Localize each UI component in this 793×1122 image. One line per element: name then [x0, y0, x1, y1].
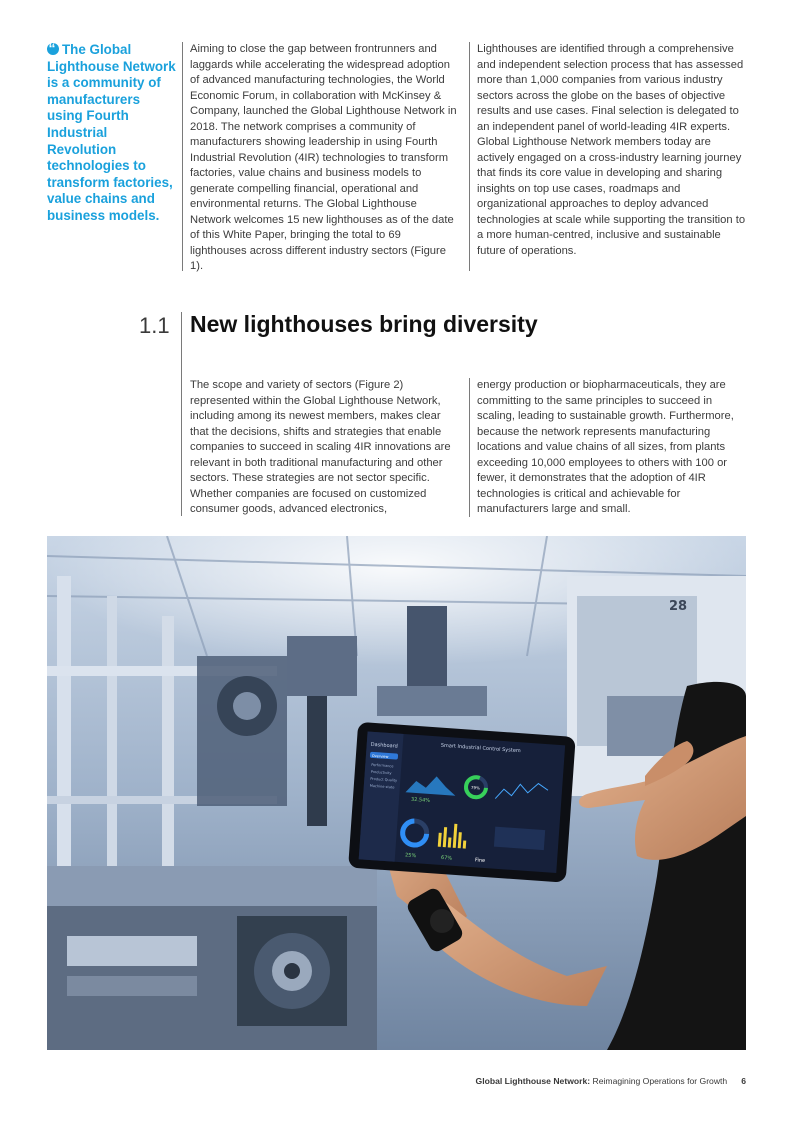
tablet-header: Smart Industrial Control System [440, 742, 521, 755]
tablet-menu-item: Machine state [369, 783, 395, 790]
factory-tablet-photo [47, 536, 746, 1050]
tablet-menu-item: Product Quality [370, 776, 398, 783]
section-column-2: energy production or biopharmaceuticals, they are committing to the same principles to succeed in scaling, leading to sustainable growth. Furthermore, because the network represents manufacturing locations and value chains of all sizes, from plants exceeding 10,000 employees to others with 100 or fewer, it demonstrates that the adoption of 4IR technologies is critical and achievable for manufacturers large and small. [477, 379, 734, 515]
tablet-stat-1: 32.54% [410, 796, 431, 805]
tablet-stat-3: 25% [404, 852, 417, 860]
tablet-status: Fine [474, 857, 486, 864]
quote-icon [47, 43, 59, 55]
section-column-1: The scope and variety of sectors (Figure 2) represented within the Global Lighthouse Network, including among its newest members, makes clear that the decisions, shifts and strategies that enable companies to succeed in scaling 4IR innovations are relevant in both traditional manufacturing and other sectors. These strategies are not sector specific. Whether companies are focused on customized consumer goods, advanced electronics, [190, 379, 451, 515]
machine-number: 28 [669, 599, 688, 614]
footer-title-bold: Global Lighthouse Network: [475, 1076, 591, 1086]
tablet-menu-item: Performance [371, 762, 394, 769]
pull-quote-text: The Global Lighthouse Network is a community of manufacturers using Fourth Industrial Revolution technologies to transform factories, value chains and business models. [47, 42, 176, 223]
tablet-sidebar-title: Dashboard [370, 741, 398, 750]
footer-title: Reimagining Operations for Growth [590, 1076, 728, 1086]
pull-quote [47, 42, 177, 225]
tablet-menu-item: Overview [371, 753, 389, 760]
section-rule [181, 312, 182, 516]
tablet-stat-4: 67% [440, 854, 453, 862]
section-number: 1.1 [139, 313, 170, 338]
page-number: 6 [741, 1076, 746, 1086]
tablet-menu-item: Productivity [370, 769, 392, 776]
column-divider [182, 42, 183, 271]
tablet-stat-2: 79% [470, 784, 481, 791]
column-divider [469, 42, 470, 271]
intro-column-1: Aiming to close the gap between frontrunners and laggards while accelerating the widespread adoption of advanced manufacturing technologies, the World Economic Forum, in collaboration with McKinsey & Company, launched the Global Lighthouse Network in 2018. The network comprises a community of manufacturers showing leadership in using Fourth Industrial Revolution (4IR) technologies to transform factories, value chains and business models to generate compelling financial, operational and environmental returns. The Global Lighthouse Network welcomes 15 new lighthouses as of the date of this White Paper, bringing the total to 69 lighthouses across different industry sectors (Figure 1). [190, 43, 457, 272]
page-footer [476, 1076, 746, 1086]
intro-column-2: Lighthouses are identified through a comprehensive and independent selection process that has assessed more than 1,000 companies from various industry sectors across the globe on the bases of objective results and use cases. Final selection is delegated to an independent panel of world-leading 4IR experts. Global Lighthouse Network members today are actively engaged on a cross-industry learning journey that finds its core value in developing and sharing insights on top use cases, roadmaps and organizational approaches to deploy advanced technologies at scale while supporting the transition to a more human-centred, inclusive and sustainable future of operations. [477, 43, 746, 257]
section-title: New lighthouses bring diversity [190, 311, 538, 337]
column-divider [469, 378, 470, 517]
